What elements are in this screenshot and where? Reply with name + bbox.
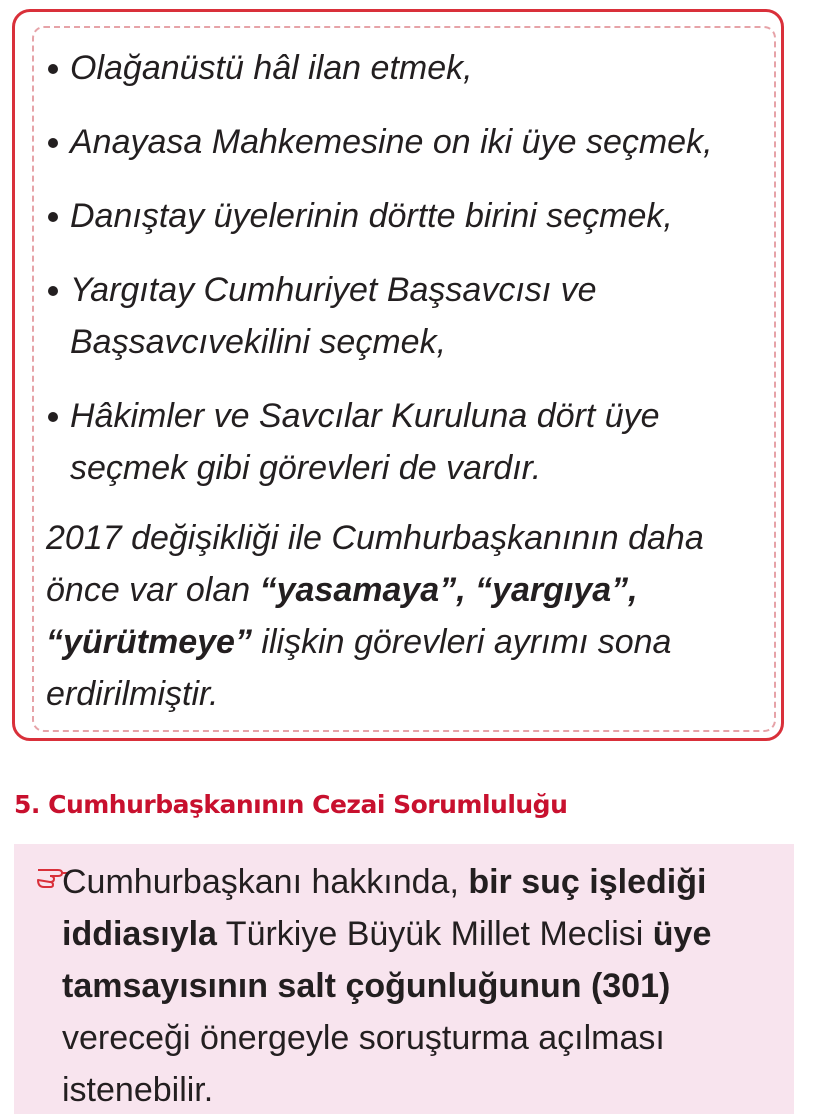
note-box [14, 844, 794, 1114]
note-text: Cumhurbaşkanı hakkında, bir suç işlediği iddiasıyla Türkiye Büyük Millet Meclisi üye tamsayısının salt çoğunluğunun (301) vereceği önergeyle soruşturma açılması istenebilir. [62, 863, 712, 1109]
list-item [46, 116, 766, 168]
list-item [46, 390, 766, 494]
list-item-text: Hâkimler ve Savcılar Kuruluna dört üye seçmek gibi görevleri de vardır. [70, 397, 660, 487]
note-bold-1: bir suç işlediği iddiasıyla [62, 863, 707, 953]
list-item [46, 190, 766, 242]
paragraph-text-end: ilişkin görevleri ayrımı sona erdirilmiştir. [46, 623, 672, 713]
bullet-icon [48, 412, 58, 422]
bullet-icon [48, 138, 58, 148]
list-item-text: Danıştay üyelerinin dörtte birini seçmek, [70, 197, 673, 235]
bullet-icon [48, 286, 58, 296]
amendment-paragraph [46, 512, 766, 720]
list-item [46, 264, 766, 368]
duties-list [46, 42, 766, 516]
bullet-icon [48, 64, 58, 74]
note-bold-2: üye tamsayısının salt çoğunluğunun (301) [62, 915, 712, 1005]
list-item-text: Anayasa Mahkemesine on iki üye seçmek, [70, 123, 713, 161]
section-heading: 5. Cumhurbaşkanının Cezai Sorumluluğu [14, 790, 568, 819]
list-item-text: Yargıtay Cumhuriyet Başsavcısı ve Başsavcıvekilini seçmek, [70, 271, 597, 361]
list-item [46, 42, 766, 94]
paragraph-bold-terms: “yasamaya”, “yargıya”, “yürütmeye” [46, 571, 638, 661]
bullet-icon [48, 212, 58, 222]
paragraph-text: 2017 değişikliği ile Cumhurbaşkanının daha önce var olan [46, 519, 704, 609]
list-item-text: Olağanüstü hâl ilan etmek, [70, 49, 473, 87]
